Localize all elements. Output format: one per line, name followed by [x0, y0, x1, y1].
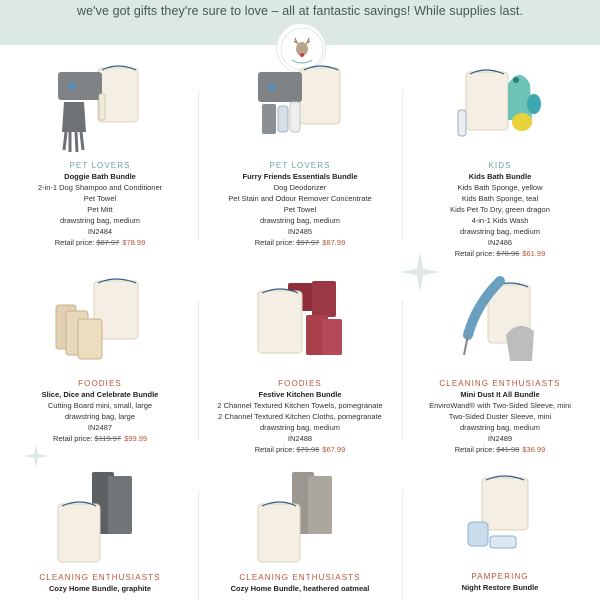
product-item-line: IN2485 [287, 227, 313, 236]
product-item-line: Pet Mitt [87, 205, 113, 214]
product-item-line: 2 Channel Textured Kitchen Cloths, pomegranate [218, 412, 382, 421]
sale-price: $61.99 [522, 249, 546, 258]
cozy-home-graphite-image [50, 470, 150, 565]
product-category: CLEANING ENTHUSIASTS [239, 573, 361, 582]
product-card[interactable] [200, 60, 400, 260]
price-row [200, 444, 400, 455]
product-item-line: drawstring bag, large [64, 412, 136, 421]
product-item-line: 2 Channel Textured Kitchen Towels, pomegranate [217, 401, 383, 410]
retail-price-label: Retail price: [454, 249, 495, 258]
kitchen-towel-bundle-image [250, 275, 350, 370]
product-item-line: drawstring bag, medium [259, 216, 341, 225]
product-text [200, 572, 400, 594]
product-item-line: IN2488 [287, 434, 313, 443]
sale-price: $99.99 [124, 434, 148, 443]
banner-text: we've got gifts they're sure to love – all at fantastic savings! While supplies last. [76, 4, 524, 18]
product-text [400, 571, 600, 593]
product-item-line: IN2489 [487, 434, 513, 443]
cutting-board-bundle-image [50, 275, 150, 370]
product-card[interactable] [0, 470, 200, 600]
product-category: CLEANING ENTHUSIASTS [39, 573, 161, 582]
old-price: $41.98 [496, 445, 520, 454]
cozy-home-oatmeal-image [250, 470, 350, 565]
product-item-line: Kids Bath Sponge, teal [461, 194, 539, 203]
product-title[interactable]: Kids Bath Bundle [468, 172, 532, 181]
product-text [200, 160, 400, 248]
product-item-line: 4-in-1 Kids Wash [471, 216, 529, 225]
product-text [0, 378, 200, 444]
product-category: PAMPERING [471, 572, 529, 581]
product-item-line: Kids Pet To Dry, green dragon [450, 205, 550, 214]
retail-price-label: Retail price: [254, 238, 295, 247]
product-category: PET LOVERS [269, 161, 331, 170]
sale-price: $36.99 [522, 445, 546, 454]
product-item-line: Pet Stain and Odour Remover Concentrate [228, 194, 372, 203]
kids-bath-bundle-image [450, 60, 550, 155]
product-card[interactable] [400, 470, 600, 600]
product-title[interactable]: Doggie Bath Bundle [64, 172, 136, 181]
price-row [400, 444, 600, 455]
night-restore-bundle-image [450, 470, 550, 565]
product-category: FOODIES [78, 379, 122, 388]
old-price: $79.96 [296, 445, 320, 454]
product-card[interactable] [0, 60, 200, 260]
product-item-line: Dog Deodorizer [273, 183, 327, 192]
sparkle-icon [398, 250, 442, 294]
furry-friends-bundle-image [250, 60, 350, 155]
product-text [200, 378, 400, 455]
product-title[interactable]: Night Restore Bundle [461, 583, 539, 592]
pet-bath-bundle-image [50, 60, 150, 155]
product-title[interactable]: Festive Kitchen Bundle [258, 390, 342, 399]
product-category: KIDS [488, 161, 512, 170]
product-card[interactable] [400, 60, 600, 260]
product-item-line: Cutting Board mini, small, large [47, 401, 153, 410]
product-item-line: IN2484 [87, 227, 113, 236]
product-item-line: Two-Sided Duster Sleeve, mini [448, 412, 552, 421]
product-title[interactable]: Furry Friends Essentials Bundle [242, 172, 358, 181]
product-text [0, 160, 200, 248]
product-category: PET LOVERS [69, 161, 131, 170]
product-item-line: IN2487 [87, 423, 113, 432]
product-item-line: 2-in-1 Dog Shampoo and Conditioner [37, 183, 163, 192]
sale-price: $67.99 [322, 445, 346, 454]
sale-price: $87.99 [322, 238, 346, 247]
product-item-line: Pet Towel [283, 205, 317, 214]
product-item-line: IN2486 [487, 238, 513, 247]
product-item-line: drawstring bag, medium [59, 216, 141, 225]
product-title[interactable]: Mini Dust It All Bundle [460, 390, 540, 399]
product-text [0, 572, 200, 594]
retail-price-label: Retail price: [54, 238, 95, 247]
old-price: $87.97 [96, 238, 120, 247]
product-title[interactable]: Cozy Home Bundle, graphite [48, 584, 152, 593]
old-price: $70.96 [496, 249, 520, 258]
product-text [400, 160, 600, 259]
product-card[interactable] [200, 470, 400, 600]
product-item-line: EnviroWand® with Two-Sided Sleeve, mini [429, 401, 571, 410]
product-title[interactable]: Cozy Home Bundle, heathered oatmeal [230, 584, 370, 593]
product-text [400, 378, 600, 455]
product-card[interactable] [400, 275, 600, 475]
product-category: CLEANING ENTHUSIASTS [439, 379, 561, 388]
product-category: FOODIES [278, 379, 322, 388]
retail-price-label: Retail price: [52, 434, 93, 443]
retail-price-label: Retail price: [254, 445, 295, 454]
product-item-line: Kids Bath Sponge, yellow [457, 183, 543, 192]
retail-price-label: Retail price: [454, 445, 495, 454]
product-item-line: Pet Towel [83, 194, 117, 203]
old-price: $97.97 [296, 238, 320, 247]
dust-wand-bundle-image [450, 275, 550, 370]
price-row [0, 237, 200, 248]
product-item-line: drawstring bag, medium [259, 423, 341, 432]
price-row [200, 237, 400, 248]
product-item-line: drawstring bag, medium [459, 227, 541, 236]
sparkle-icon [22, 442, 50, 470]
product-card[interactable] [200, 275, 400, 475]
old-price: $119.97 [94, 434, 122, 443]
product-item-line: drawstring bag, medium [459, 423, 541, 432]
product-title[interactable]: Slice, Dice and Celebrate Bundle [41, 390, 159, 399]
sale-price: $78.99 [122, 238, 146, 247]
